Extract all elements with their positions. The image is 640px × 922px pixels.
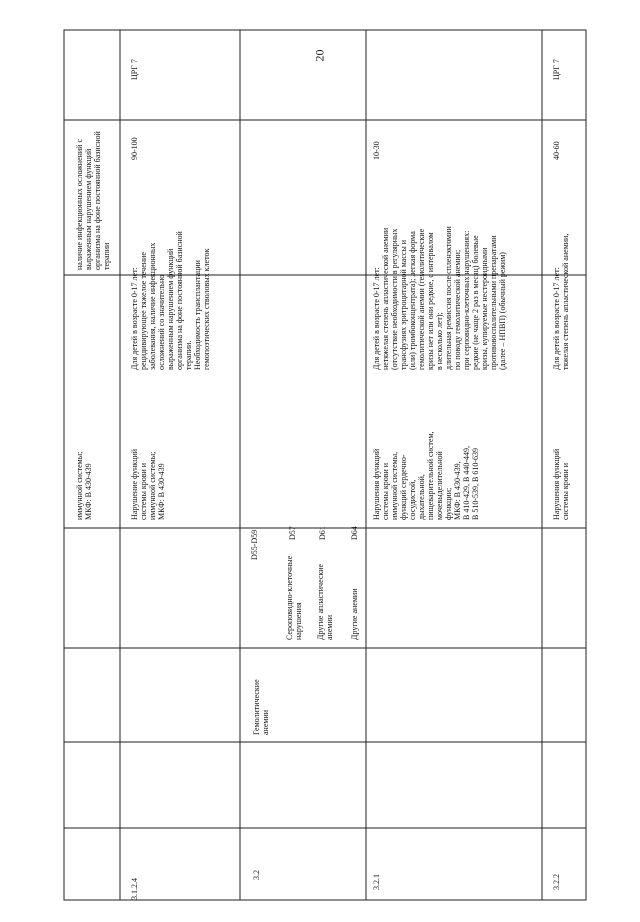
row-3-1-2-4-ref: ЦРГ 7 [130, 59, 139, 80]
row-3-2-2-criteria: Для детей в возрасте 0-17 лет: тяжелая степень апластической анемии, [552, 233, 570, 370]
row-3-2-2-mkf: Нарушения функций системы крови и [552, 448, 570, 520]
page-number: 20 [312, 49, 327, 62]
row-3-2-2-percent: 40-60 [552, 141, 561, 160]
row-3-2-1-number: 3.2.1 [372, 874, 381, 890]
row-3-2-sub2: Другие апластические анемии [316, 563, 334, 640]
row-3-1-2-4-criteria-top: наличие инфекционных осложнений с выраженным нарушением функций организма на фоне постоянной базисной терапии [75, 131, 111, 270]
row-3-1-2-4-criteria: Для детей в возрасте 0-17 лет: рецидивирующее тяжелое течение заболевания, наличие инфекционных осложнений со значительно выраженным нарушением функций организма на фоне постоянной базисной терапии. Необходимость трансплантации гемопоэтических стволовых клеток [130, 231, 211, 370]
row-3-1-2-4-mkf-top: иммунной системы; МКФ: B 430-439 [75, 451, 93, 520]
row-3-2-1-mkf: Нарушения функций системы крови и иммунной системы, функций сердечно- сосудистой, дыхательной, пищеварительной систем, мочевыделительной функции; МКФ: B 430-439, B 410-429, B 440-449, B 510-539, B 610-639 [372, 431, 480, 520]
row-3-2-sub1: Сероповидно-клеточные нарушения [285, 555, 303, 640]
row-3-2-code1: D57 [288, 526, 297, 540]
row-3-2-2-ref: ЦРГ 7 [552, 59, 561, 80]
row-3-2-code3: D64 [350, 526, 359, 540]
row-3-1-2-4-percent: 90-100 [130, 137, 139, 160]
row-3-2-group: Гемолитические анемии [252, 679, 270, 735]
row-3-2-code2: D61 [318, 526, 327, 540]
row-3-2-code-main: D55-D59 [250, 529, 259, 560]
row-3-2-2-number: 3.2.2 [552, 874, 561, 890]
row-3-2-1-percent: 10-30 [372, 141, 381, 160]
row-3-2-1-criteria: Для детей в возрасте 0-17 лет: нетяжелая степень апластической анемии (отсутствие необходимости в регулярных трансфузиях эритроцитарной массы и (или) тромбоконцентрата); легкая форма гемолитической анемии (гемолитические кризы нет или они редкие, с интервалом в несколько лет); длительная ремиссия после спленэктомии по поводу гемолитической анемии; при серповидно-клеточных нарушениях: редкие (не чаще 2 раз в месяц) болевые кризы, купируемые нестероидными противовоспалительными препаратами (далее – НПВП) (обычный режим) [372, 226, 507, 370]
row-3-2-sub3: Другие анемии [350, 588, 359, 640]
row-3-1-2-4-number: 3.1.2.4 [130, 878, 139, 900]
row-3-1-2-4-mkf: Нарушение функций системы крови и иммунной системы; МКФ: B 430-439 [130, 448, 166, 520]
row-3-2-number: 3.2 [252, 870, 261, 880]
